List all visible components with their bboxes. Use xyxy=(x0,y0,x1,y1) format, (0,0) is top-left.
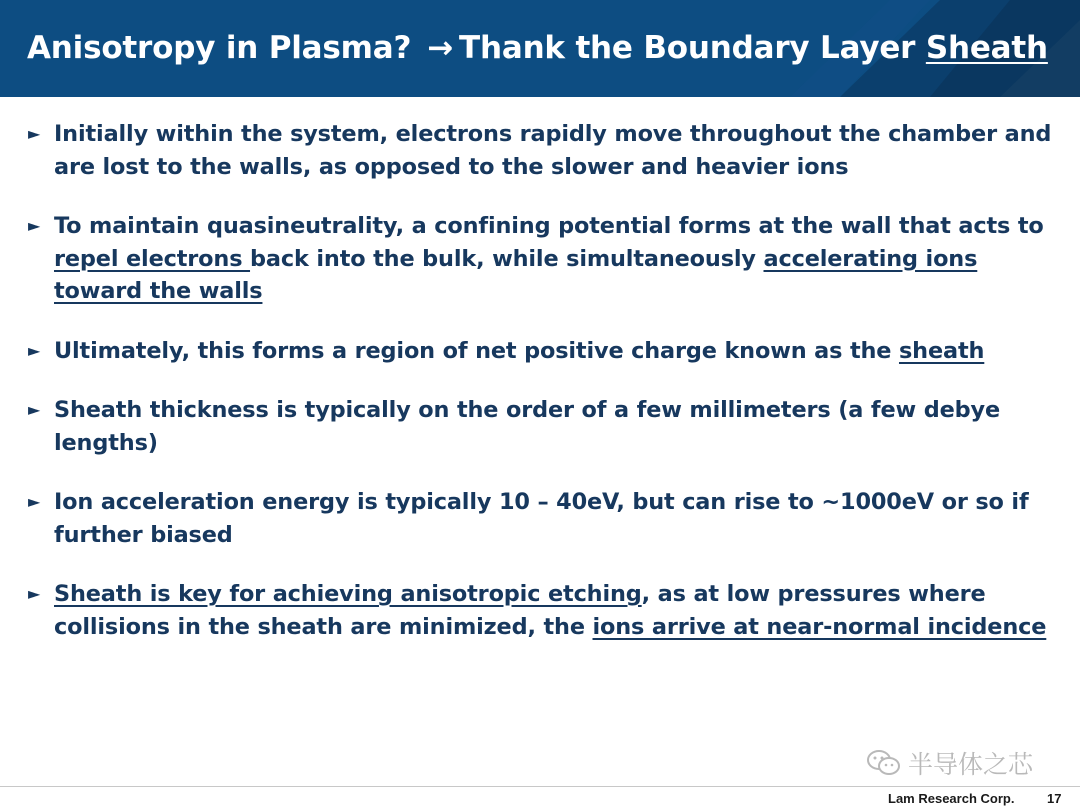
underlined-phrase: sheath xyxy=(898,337,985,364)
bullet-triangle-icon: ► xyxy=(28,216,41,235)
bullet-triangle-icon: ► xyxy=(28,340,41,360)
bullet-item xyxy=(28,210,1058,308)
bullet-text: Initially within the system, electrons rapidly move throughout the chamber and are lost to the walls, as opposed to the slower and heavier ions xyxy=(54,121,1052,180)
watermark xyxy=(866,745,1033,781)
bullet-item xyxy=(28,118,1058,183)
bullet-triangle-icon: ► xyxy=(28,124,41,143)
bullet-text: , as at low pressures where collisions in the sheath are minimized, the xyxy=(54,581,986,640)
bullet-item xyxy=(28,335,1058,368)
wechat-icon xyxy=(866,748,902,778)
bullet-list xyxy=(28,118,1058,670)
bullet-text: To maintain quasineutrality, a confining potential forms at the wall that acts to xyxy=(54,213,1044,239)
title-banner xyxy=(0,0,1080,97)
title-text: Anisotropy in Plasma? xyxy=(27,30,412,66)
bullet-text: Ultimately, this forms a region of net positive charge known as the xyxy=(54,337,899,364)
bullet-triangle-icon: ► xyxy=(28,400,41,419)
bullet-text: Sheath thickness is typically on the order of a few millimeters (a few debye lengths) xyxy=(54,397,1000,456)
bullet-item xyxy=(28,486,1058,551)
footer-company: Lam Research Corp. xyxy=(888,791,1015,806)
watermark-text: 半导体之芯 xyxy=(908,750,1034,779)
bullet-text: Ion acceleration energy is typically 10 – 40eV, but can rise to ~1000eV or so if further biased xyxy=(54,489,1029,548)
underlined-phrase: ions arrive at near-normal incidence xyxy=(592,613,1047,640)
bullet-triangle-icon: ► xyxy=(28,492,41,511)
underlined-phrase: repel electrons xyxy=(54,245,251,272)
slide-title xyxy=(27,30,1048,66)
bullet-text: back into the bulk, while simultaneously xyxy=(250,245,764,272)
bullet-item xyxy=(28,394,1058,459)
footer-divider xyxy=(0,786,1080,787)
bullet-item xyxy=(28,578,1058,643)
page-number: 17 xyxy=(1047,791,1062,806)
arrow-right-icon: → xyxy=(427,30,454,66)
underlined-phrase: Sheath is key for achieving anisotropic etching xyxy=(54,581,642,607)
underlined-phrase: accelerating ions toward the walls xyxy=(54,245,978,304)
title-underlined-word: Sheath xyxy=(925,30,1048,66)
bullet-triangle-icon: ► xyxy=(28,584,41,603)
title-text-2: Thank the Boundary Layer xyxy=(459,30,926,66)
